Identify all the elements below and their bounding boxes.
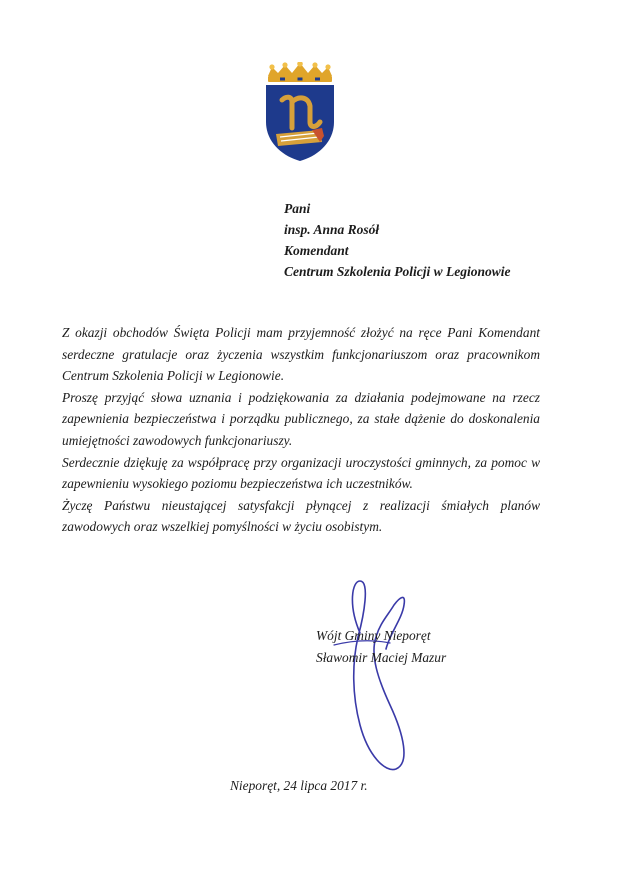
body-paragraph: Życzę Państwu nieustającej satysfakcji płynącej z realizacji śmiałych planów zawodowych oraz wszelkiej pomyślności w życiu osobistym. [62,497,540,535]
recipient-address [284,198,511,282]
signatory-name: Sławomir Maciej Mazur [316,650,447,665]
recipient-name: insp. Anna Rosół [284,222,380,237]
crown-icon [268,62,332,82]
recipient-salutation: Pani [284,201,311,216]
signatory-title: Wójt Gminy Nieporęt [316,628,431,643]
body-paragraph: Serdecznie dziękuję za współpracę przy organizacji uroczystości gminnych, za pomoc w zapewnieniu wysokiego poziomu bezpieczeństwa ich uczestników. [62,454,540,492]
coat-of-arms-icon [262,62,338,162]
body-paragraph: Proszę przyjąć słowa uznania i podziękowania za działania podejmowane na rzecz zapewnienia bezpieczeństwa i porządku publicznego, za stałe dążenie do doskonalenia umiejętności zawodowych funkcjonariuszy. [62,389,540,448]
recipient-organization: Centrum Szkolenia Policji w Legionowie [284,264,511,279]
letter-body [62,322,540,538]
body-paragraph: Z okazji obchodów Święta Policji mam przyjemność złożyć na ręce Pani Komendant serdeczne gratulacje oraz życzenia wszystkim funkcjonariuszom oraz pracownikom Centrum Szkolenia Policji w Legionowie. [62,325,540,384]
recipient-title: Komendant [284,243,349,258]
signatory-block [316,625,446,669]
handwritten-signature-icon [330,575,425,775]
letter-date: Nieporęt, 24 lipca 2017 r. [230,778,368,793]
